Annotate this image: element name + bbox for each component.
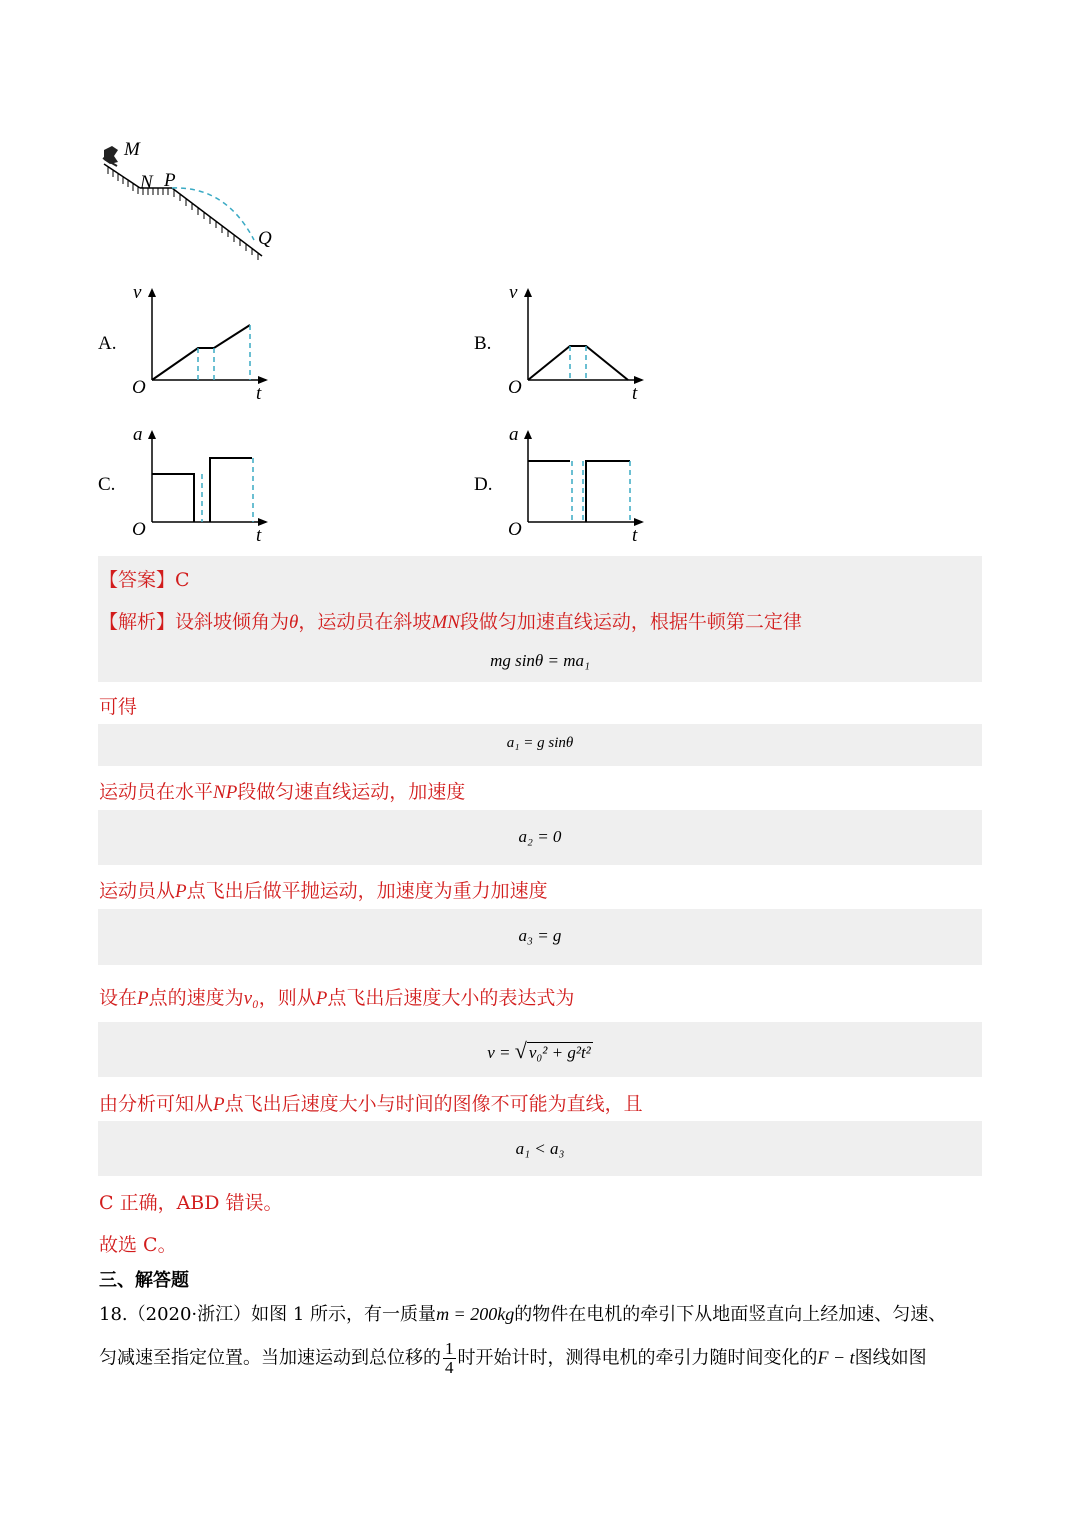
q18-mass: m = 200kg [436, 1304, 515, 1324]
frac-numerator: 1 [445, 1339, 454, 1358]
option-a-yaxis: v [133, 282, 142, 303]
np-line [99, 777, 465, 804]
p-line [99, 876, 548, 903]
conclusion-line: C 正确，ABD 错误。 [99, 1192, 283, 1214]
equation-6: a₁ < a₃ [515, 1139, 565, 1158]
q18-line-2 [99, 1340, 927, 1377]
option-c-origin: O [132, 519, 146, 540]
equation-2: a₁ = g sinθ [506, 735, 574, 751]
trajectory-curve [172, 188, 254, 240]
analysis-conclusion-line [99, 1089, 643, 1116]
option-d-label: D. [474, 474, 493, 495]
anal-text-1: 由分析可知从 [99, 1093, 214, 1115]
option-b-label: B. [474, 333, 492, 354]
p-symbol-2: P [137, 988, 149, 1009]
option-b-xaxis: t [632, 383, 638, 404]
option-a-label: A. [98, 333, 117, 354]
option-c-yaxis: a [133, 424, 143, 445]
option-c-xaxis: t [256, 525, 262, 546]
sqrt-icon: √ [514, 1038, 527, 1063]
option-a-origin: O [132, 377, 146, 398]
equation-5 [98, 1038, 982, 1064]
np-text-2: 段做匀速直线运动，加速度 [237, 781, 466, 803]
eq5-lhs: v = [487, 1043, 511, 1062]
option-a-graph [148, 288, 268, 384]
point-p-label: P [164, 170, 176, 191]
q18-text-2b: 时开始计时，测得电机的牵引力随时间变化的 [457, 1347, 818, 1369]
v0-text-4: 点飞出后速度大小的表达式为 [327, 987, 575, 1009]
answer-line: 【答案】C [99, 569, 190, 591]
v0-symbol: v₀ [243, 988, 259, 1009]
p-text-1: 运动员从 [99, 880, 176, 902]
eq5-radicand: v₀² + g²t² [528, 1043, 591, 1062]
equation-4: a₃ = g [518, 926, 562, 945]
v0-text-3: ，则从 [258, 987, 316, 1009]
point-m-label: M [124, 139, 140, 160]
option-b-origin: O [508, 377, 522, 398]
q18-text-2c: 图线如图 [854, 1347, 927, 1369]
theta-symbol: θ [289, 612, 299, 633]
ke-de-line: 可得 [99, 696, 138, 718]
v0-text-2: 点的速度为 [148, 987, 244, 1009]
analysis-text-1: 设斜坡倾角为 [175, 611, 290, 633]
mn-symbol: MN [431, 612, 460, 633]
q18-text-2a: 匀减速至指定位置。当加速运动到总位移的 [99, 1347, 441, 1369]
p-symbol-3: P [315, 988, 328, 1009]
option-d-graph [524, 430, 644, 526]
p-symbol-4: P [213, 1094, 225, 1115]
option-d-origin: O [508, 519, 522, 540]
analysis-line [99, 607, 802, 634]
option-a-xaxis: t [256, 383, 262, 404]
slope-figure [0, 0, 1080, 560]
option-c-label: C. [98, 474, 116, 495]
analysis-text-3: 段做匀加速直线运动，根据牛顿第二定律 [459, 611, 802, 633]
p-text-2: 点飞出后做平抛运动，加速度为重力加速度 [186, 880, 548, 902]
analysis-text-2: ，运动员在斜坡 [298, 611, 432, 633]
v0-line [99, 983, 574, 1010]
option-c-graph [148, 430, 268, 526]
v0-text-1: 设在 [99, 987, 138, 1009]
fraction-quarter [443, 1340, 456, 1377]
option-b-yaxis: v [509, 282, 518, 303]
point-n-label: N [140, 172, 153, 193]
p-symbol: P [175, 881, 187, 902]
frac-denominator: 4 [445, 1358, 454, 1377]
choice-line: 故选 C。 [99, 1234, 177, 1256]
point-q-label: Q [258, 228, 272, 249]
option-d-yaxis: a [509, 424, 519, 445]
np-symbol: NP [213, 782, 238, 803]
anal-text-2: 点飞出后速度大小与时间的图像不可能为直线，且 [224, 1093, 643, 1115]
section-title: 三、解答题 [99, 1270, 189, 1291]
q18-text-1b: 的物件在电机的牵引下从地面竖直向上经加速、匀速、 [514, 1304, 947, 1325]
option-d-xaxis: t [632, 525, 638, 546]
np-text-1: 运动员在水平 [99, 781, 214, 803]
equation-3: a₂ = 0 [518, 827, 562, 846]
skier-icon [103, 146, 118, 166]
equation-1: mg sinθ = ma₁ [490, 651, 590, 670]
q18-ft: F − t [817, 1347, 855, 1368]
option-b-graph [524, 288, 644, 384]
q18-text-1a: 18.（2020·浙江）如图 1 所示，有一质量 [99, 1304, 437, 1325]
q18-line-1 [99, 1300, 946, 1326]
analysis-label: 【解析】 [99, 611, 176, 633]
